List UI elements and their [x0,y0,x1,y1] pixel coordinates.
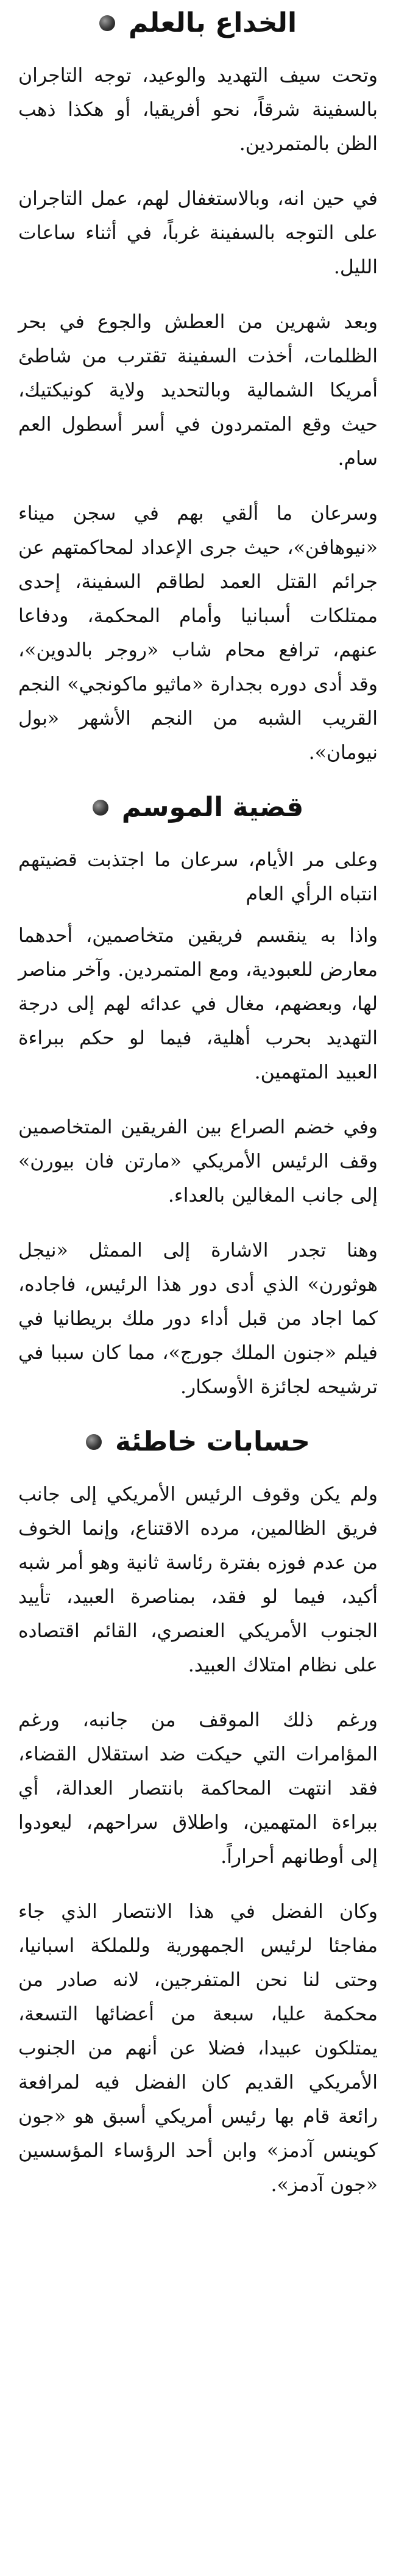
article-paragraph: واذا به ينقسم فريقين متخاصمين، أحدهما معارض للعبودية، ومع المتمردين. وآخر مناصر لها، وبعضهم، مغال في عدائه لهم إلى درجة التهديد بحرب أهلية، فيما لو حكم ببراءة العبيد المتهمين. [18,925,378,1083]
heading-bullet-icon [86,1434,102,1450]
section-heading-text: قضية الموسم [121,792,304,823]
section-heading [18,791,378,825]
heading-bullet-icon [93,800,108,816]
article-paragraph: ولم يكن وقوف الرئيس الأمريكي إلى جانب فريق الظالمين، مرده الاقتناع، وإنما الخوف من عدم فوزه بفترة رئاسة ثانية وهو أمر شبه أكيد، فيما لو فقد، بمناصرة العبيد، تأييد الجنوب الأمريكي العنصري، القائم اقتصاده على نظام امتلاك العبيد. [18,1484,378,1676]
section-heading [18,6,378,40]
article-paragraph: ورغم ذلك الموقف من جانبه، ورغم المؤامرات التي حيكت ضد استقلال القضاء، فقد انتهت المحاكمة بانتصار العدالة، أي ببراءة المتهمين، واطلاق سراحهم، ليعودوا إلى أوطانهم أحراراً. [18,1709,378,1868]
section-heading-text: حسابات خاطئة [115,1426,310,1457]
article-paragraph: وبعد شهرين من العطش والجوع في بحر الظلمات، أخذت السفينة تقترب من شاطئ أمريكا الشمالية وبالتحديد ولاية كونيكتيك، حيث وقع المتمردون في أسر أسطول العم سام. [18,311,378,470]
article-paragraph: وعلى مر الأيام، سرعان ما اجتذبت قضيتهم انتباه الرأي العام [18,849,378,905]
article-paragraph: وكان الفضل في هذا الانتصار الذي جاء مفاجئا لرئيس الجمهورية وللملكة اسبانيا، وحتى لنا نحن المتفرجين، لانه صادر من محكمة عليا، سبعة من أعضائها التسعة، يمتلكون عبيدا، فضلا عن أنهم من الجنوب الأمريكي القديم كان الفضل فيه لمرافعة رائعة قام بها رئيس أمريكي أسبق هو «جون كوينس آدمز» وابن أحد الرؤساء المؤسسين «جون آدمز». [18,1901,378,2196]
section-heading [18,1425,378,1459]
section-heading-text: الخداع بالعلم [128,7,297,38]
article-paragraph: وسرعان ما ألقي بهم في سجن ميناء «نيوهافن»، حيث جرى الإعداد لمحاكمتهم عن جرائم القتل العمد لطاقم السفينة، إحدى ممتلكات أسبانيا وأمام المحكمة، ودفاعا عنهم، ترافع محام شاب «روجر بالدوين»، وقد أدى دوره بجدارة «ماثيو ماكونجي» النجم القريب الشبه من النجم الأشهر «بول نيومان». [18,503,378,764]
heading-bullet-icon [99,15,115,31]
article-paragraph: في حين انه، وبالاستغفال لهم، عمل التاجران على التوجه بالسفينة غرباً، في أثناء ساعات الليل. [18,188,378,278]
article-paragraph: وتحت سيف التهديد والوعيد، توجه التاجران بالسفينة شرقاً، نحو أفريقيا، أو هكذا ذهب الظن بالمتمردين. [18,65,378,155]
article-paragraph: وفي خضم الصراع بين الفريقين المتخاصمين وقف الرئيس الأمريكي «مارتن فان بيورن» إلى جانب المغالين بالعداء. [18,1116,378,1207]
article-paragraph: وهنا تجدر الاشارة إلى الممثل «نيجل هوثورن» الذي أدى دور هذا الرئيس، فاجاده، كما اجاد من قبل أداء دور ملك بريطانيا في فيلم «جنون الملك جورج»، مما كان سببا في ترشيحه لجائزة الأوسكار. [18,1240,378,1398]
